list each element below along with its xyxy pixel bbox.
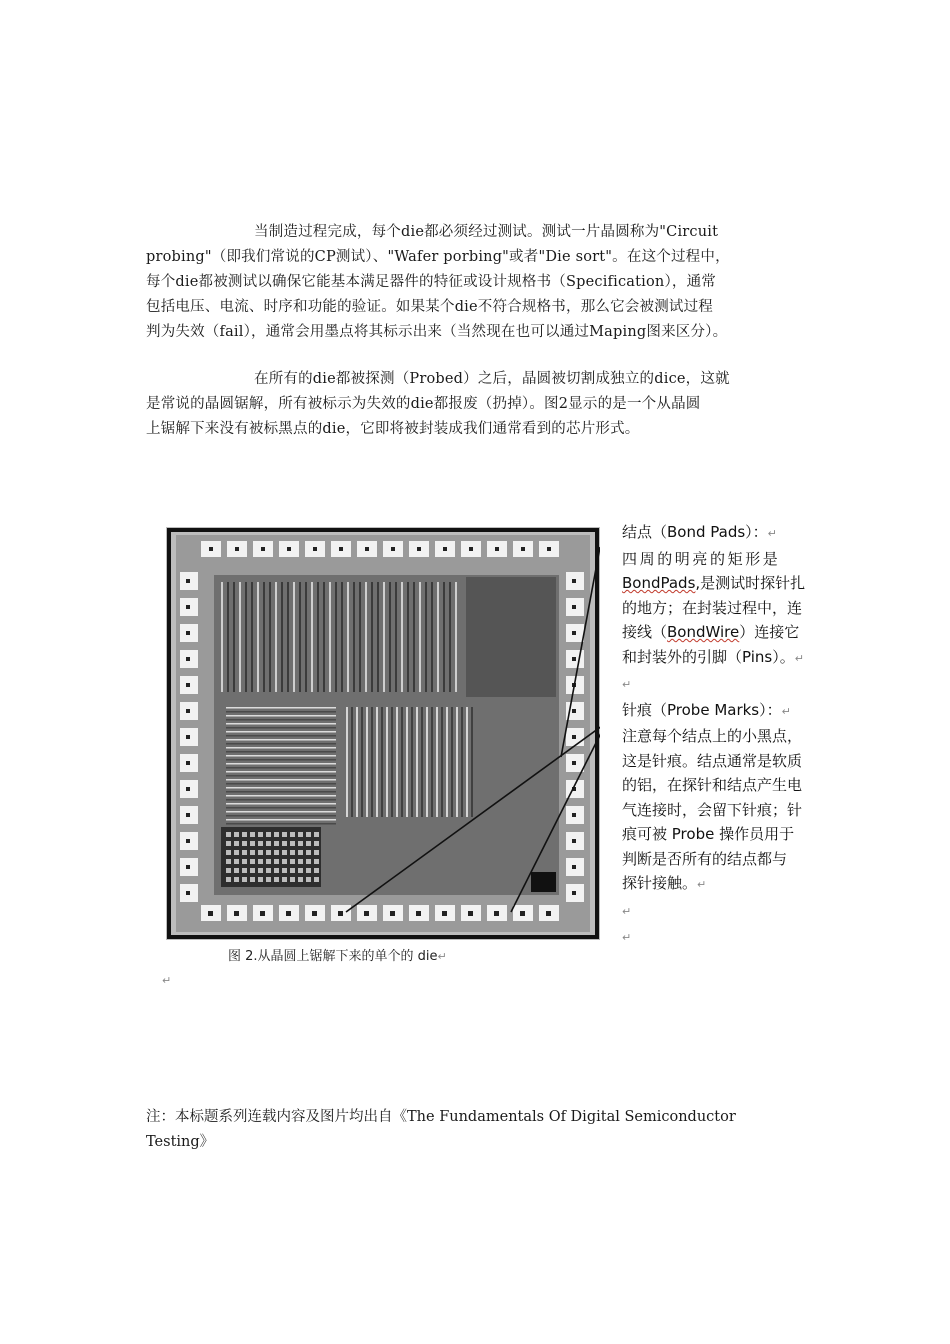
bond-pads-text: 接线（	[622, 623, 668, 641]
probe-mark	[572, 761, 576, 765]
dicing-line: 是常说的晶圆锯解，所有被标示为失效的die都报废（扔掉）。图2显示的是一个从晶圆	[146, 396, 701, 412]
return-mark: ↵	[622, 678, 632, 691]
probe-mark	[208, 911, 213, 916]
return-mark: ↵	[781, 704, 791, 718]
blank-line	[622, 898, 837, 925]
intro-line: probing"（即我们常说的CP测试）、"Wafer porbing"或者"Die sort"。在这个过程中，	[146, 249, 730, 265]
probe-mark	[186, 735, 190, 739]
bond-pads-line	[622, 645, 837, 672]
probe-mark	[234, 911, 239, 916]
dicing-paragraph	[146, 367, 826, 442]
probe-mark	[468, 911, 473, 916]
return-mark: ↵	[794, 651, 804, 665]
figure-caption	[228, 945, 447, 964]
probe-marks-line: 判断是否所有的结点都与	[622, 849, 788, 868]
probe-mark	[469, 547, 473, 551]
probe-mark	[339, 547, 343, 551]
probe-mark	[186, 891, 190, 895]
probe-mark	[186, 657, 190, 661]
probe-mark	[390, 911, 395, 916]
probe-mark	[186, 605, 190, 609]
probe-mark	[186, 813, 190, 817]
probe-marks-title	[622, 698, 837, 725]
intro-line: 判为失效（fail），通常会用墨点将其标示出来（当然现在也可以通过Maping图来区分）。	[146, 324, 728, 340]
probe-mark	[521, 547, 525, 551]
intro-line: 当制造过程完成，每个die都必须经过测试。测试一片晶圆称为"Circuit	[254, 224, 719, 240]
probe-mark	[365, 547, 369, 551]
return-mark: ↵	[622, 904, 632, 918]
probe-mark	[209, 547, 213, 551]
probe-mark	[572, 631, 576, 635]
probe-marks-line: 这是针痕。结点通常是软质	[622, 751, 803, 770]
probe-mark	[494, 911, 499, 916]
bond-pads-text: ）连接它	[739, 623, 800, 641]
probe-mark	[572, 839, 576, 843]
figure-caption-text: 图 2.从晶圆上锯解下来的单个的 die	[228, 949, 438, 964]
source-note-line: Testing》	[146, 1134, 215, 1150]
probe-mark	[186, 865, 190, 869]
probe-mark	[313, 547, 317, 551]
return-mark: ↵	[767, 527, 777, 540]
source-note	[146, 1105, 826, 1155]
bond-pads-line: 的地方；在封装过程中，连	[622, 598, 803, 617]
probe-mark	[416, 911, 421, 916]
probe-mark	[547, 547, 551, 551]
probe-marks-line: 注意每个结点上的小黑点，	[622, 727, 803, 745]
bond-pads-text: ,是测试时探针扎	[695, 574, 806, 592]
probe-mark	[572, 891, 576, 895]
probe-mark	[186, 709, 190, 713]
bond-pads-text: 和封装外的引脚（Pins）。	[622, 647, 795, 666]
probe-mark	[364, 911, 369, 916]
probe-marks-line: 气连接时，会留下针痕；针	[622, 800, 803, 819]
probe-mark	[572, 865, 576, 869]
return-mark: ↵	[622, 931, 632, 944]
intro-line: 每个die都被测试以确保它能基本满足器件的特征或设计规格书（Specification），通常	[146, 274, 717, 290]
return-mark: ↵	[697, 878, 707, 891]
probe-mark	[572, 813, 576, 817]
probe-mark	[495, 547, 499, 551]
probe-mark	[572, 657, 576, 661]
probe-marks-line	[622, 871, 837, 898]
dicing-line: 上锯解下来没有被标黑点的die，它即将被封装成我们通常看到的芯片形式。	[146, 421, 640, 437]
probe-mark	[312, 911, 317, 916]
bond-pads-line: 四周的明亮的矩形是	[622, 549, 781, 568]
probe-mark	[572, 735, 576, 739]
probe-mark	[417, 547, 421, 551]
probe-mark	[260, 911, 265, 916]
annotation	[622, 520, 837, 951]
probe-marks-line: 痕可被 Probe 操作员用于	[622, 825, 795, 843]
probe-mark	[546, 911, 551, 916]
intro-line: 包括电压、电流、时序和功能的验证。如果某个die不符合规格书，那么它会被测试过程	[146, 299, 713, 315]
blank-line	[622, 924, 837, 951]
dicing-line: 在所有的die都被探测（Probed）之后，晶圆被切割成独立的dice，这就	[254, 371, 730, 387]
probe-mark	[186, 787, 190, 791]
probe-mark	[338, 911, 343, 916]
return-mark: ↵	[437, 950, 447, 963]
probe-mark	[442, 911, 447, 916]
probe-mark	[186, 579, 190, 583]
probe-mark	[443, 547, 447, 551]
probe-mark	[572, 579, 576, 583]
intro-paragraph	[146, 220, 826, 345]
probe-mark	[520, 911, 525, 916]
probe-mark	[391, 547, 395, 551]
probe-marks-line: 的铝，在探针和结点产生电	[622, 776, 803, 794]
probe-marks-text: 探针接触。	[622, 874, 698, 892]
probe-mark	[287, 547, 291, 551]
bond-pads-line	[622, 571, 837, 596]
bond-pads-title-text: 结点（Bond Pads）：	[622, 523, 768, 541]
return-mark: ↵	[162, 974, 172, 987]
die-photo	[166, 527, 600, 940]
probe-mark	[186, 683, 190, 687]
probe-mark	[572, 709, 576, 713]
probe-mark	[186, 761, 190, 765]
probe-mark	[572, 605, 576, 609]
source-note-line: 注：本标题系列连载内容及图片均出自《The Fundamentals Of Digital Semiconductor	[146, 1109, 736, 1125]
bondwire-term: BondWire	[667, 623, 740, 641]
probe-mark	[286, 911, 291, 916]
bond-pads-title	[622, 520, 837, 547]
probe-marks-title-text: 针痕（Probe Marks）：	[622, 700, 782, 719]
bondpads-term: BondPads	[622, 574, 696, 592]
probe-mark	[261, 547, 265, 551]
probe-mark	[235, 547, 239, 551]
bond-pads-line	[622, 620, 837, 645]
blank-line	[622, 671, 837, 698]
probe-mark	[186, 839, 190, 843]
probe-mark	[186, 631, 190, 635]
